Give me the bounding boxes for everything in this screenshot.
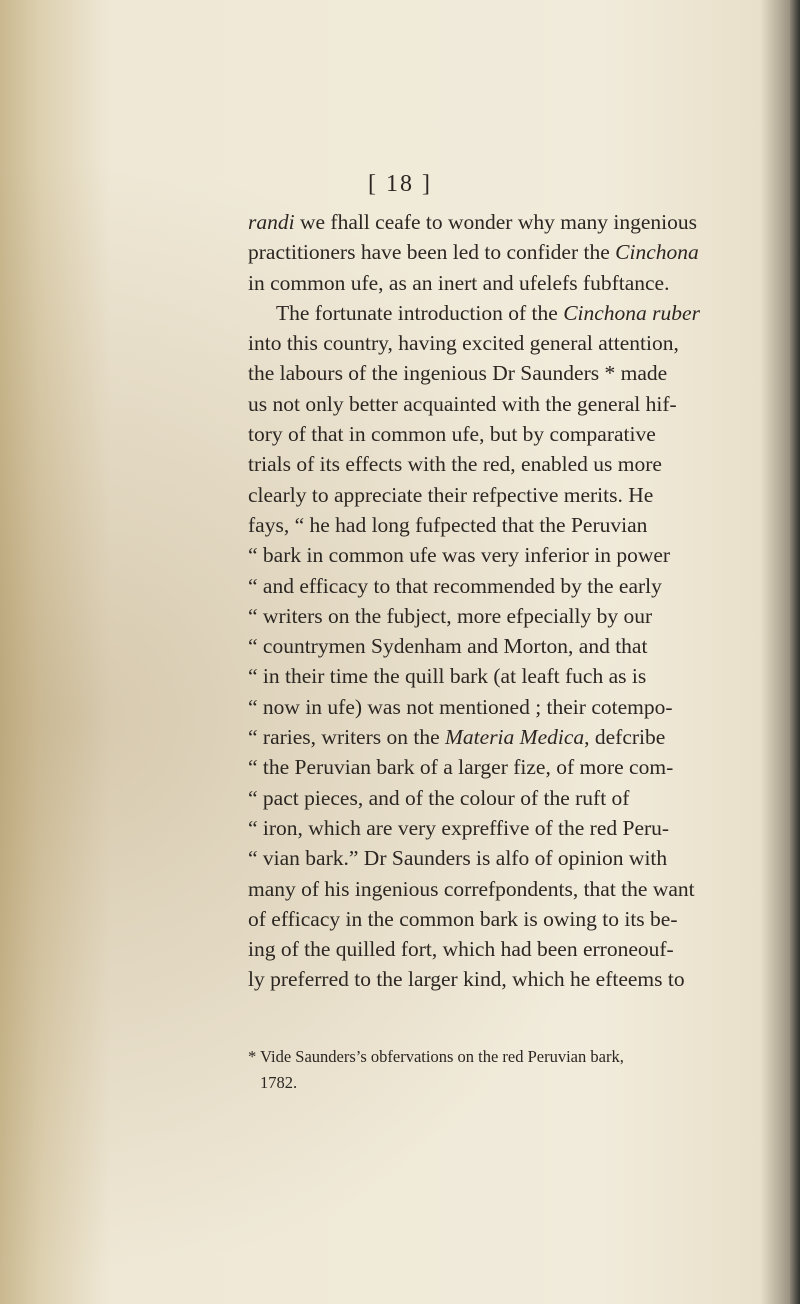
italic-span: Materia Medica <box>445 725 585 750</box>
text-span: we fhall ceafe to wonder why many ingenious <box>294 210 697 234</box>
text-span: “ now in ufe) was not mentioned ; their cotempo- <box>248 694 673 719</box>
footnote-line-2: 1782. <box>260 1073 298 1092</box>
text-span: fays, “ he had long fufpected that the Peruvian <box>248 512 648 537</box>
text-span: “ and efficacy to that recommended by the early <box>248 573 662 598</box>
footnote <box>248 1044 800 1096</box>
italic-span: Cinchona ruber <box>563 300 700 325</box>
text-line <box>248 904 796 934</box>
text-span: “ vian bark.” Dr Saunders is alfo of opinion with <box>248 846 668 871</box>
text-span: trials of its effects with the red, enabled us more <box>248 452 662 477</box>
text-line <box>248 601 796 631</box>
text-span: tory of that in common ufe, but by comparative <box>248 422 656 447</box>
text-span: in common ufe, as an inert and ufelefs fubftance. <box>248 270 670 295</box>
text-line <box>248 571 796 601</box>
text-span: ly preferred to the larger kind, which he efteems to <box>248 967 685 992</box>
text-line <box>248 237 796 267</box>
text-line <box>248 843 796 873</box>
text-line <box>248 752 796 782</box>
text-line <box>248 722 796 752</box>
text-line <box>248 480 796 510</box>
text-line <box>248 964 796 994</box>
text-span: “ the Peruvian bark of a larger fize, of more com- <box>248 755 674 780</box>
text-span: clearly to appreciate their refpective merits. He <box>248 482 654 507</box>
text-line <box>248 510 796 540</box>
text-span: “ pact pieces, and of the colour of the ruft of <box>248 785 630 810</box>
text-line <box>248 874 796 904</box>
text-span: “ bark in common ufe was very inferior in power <box>248 543 671 568</box>
text-line <box>248 358 796 388</box>
text-span: the labours of the ingenious Dr Saunders * made <box>248 361 668 386</box>
text-span: ing of the quilled fort, which had been erroneouf- <box>248 937 674 962</box>
body-text <box>248 207 796 995</box>
text-line <box>248 692 796 722</box>
text-line <box>248 328 796 358</box>
text-line <box>248 661 796 691</box>
text-line <box>248 631 796 661</box>
text-span: “ raries, writers on the <box>248 725 446 750</box>
text-line <box>248 540 796 570</box>
page-number-header: [ 18 ] <box>368 171 432 197</box>
italic-span: Cinchona <box>615 240 699 265</box>
text-line <box>248 389 796 419</box>
text-span: , defcribe <box>584 725 666 750</box>
text-line <box>248 207 796 237</box>
text-span: “ in their time the quill bark (at leaft fuch as is <box>248 664 647 689</box>
text-span: practitioners have been led to confider the <box>248 240 616 265</box>
text-span: us not only better acquainted with the general hif- <box>248 391 677 416</box>
text-span: many of his ingenious correfpondents, that the want <box>248 876 695 901</box>
text-span: The fortunate introduction of the <box>276 300 564 325</box>
text-span: “ countrymen Sydenham and Morton, and that <box>248 634 648 659</box>
italic-span: randi <box>248 210 295 234</box>
text-span: “ iron, which are very expreffive of the red Peru- <box>248 815 670 840</box>
text-line <box>248 813 796 843</box>
text-span: “ writers on the fubject, more efpecially by our <box>248 603 653 628</box>
text-line <box>248 268 796 298</box>
text-line <box>248 783 796 813</box>
text-span: of efficacy in the common bark is owing to its be- <box>248 906 678 931</box>
text-line <box>248 419 796 449</box>
text-line <box>248 298 796 328</box>
footnote-line-1: * Vide Saunders’s obfervations on the red Peruvian bark, <box>248 1047 624 1066</box>
text-line <box>248 934 796 964</box>
text-line <box>248 449 796 479</box>
text-span: into this country, having excited general attention, <box>248 331 679 356</box>
